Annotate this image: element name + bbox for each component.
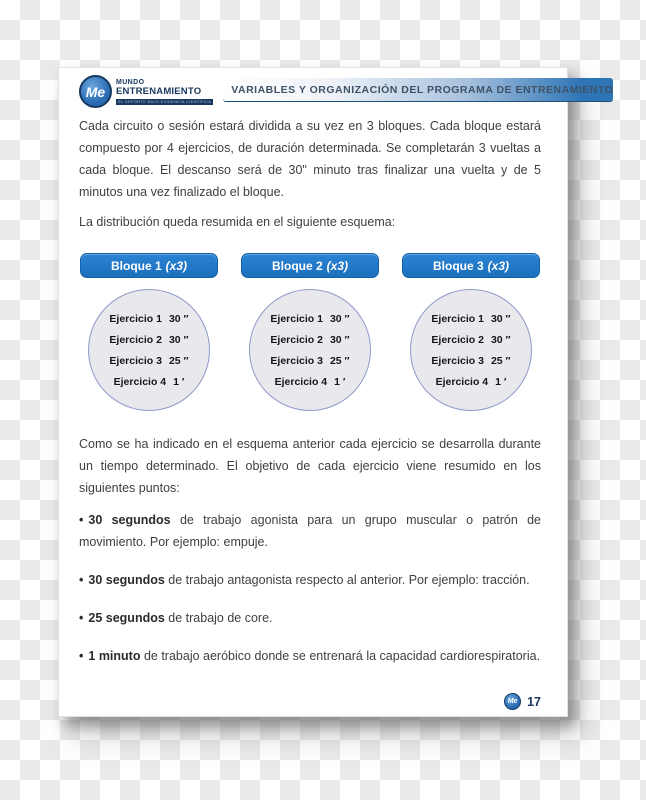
header-title: VARIABLES Y ORGANIZACIÓN DEL PROGRAMA DE ENTRENAMIENTO xyxy=(231,83,614,96)
document-header xyxy=(79,75,614,115)
logo-line1: MUNDO xyxy=(116,79,145,86)
exercise-row xyxy=(431,355,510,367)
mundo-entrenamiento-logo xyxy=(79,75,213,108)
bloque-2-column xyxy=(240,253,380,411)
exercise-name: Ejercicio 4 xyxy=(274,375,328,388)
exercise-time: 30 ″ xyxy=(168,312,189,325)
bullet-glyph: • xyxy=(79,649,84,663)
exercise-name: Ejercicio 2 xyxy=(270,333,323,346)
bullet-item xyxy=(79,509,541,553)
bloque-2-header xyxy=(241,253,379,278)
bullet-lead: 1 minuto xyxy=(88,649,141,663)
page-content xyxy=(59,68,614,716)
exercise-row xyxy=(270,355,349,367)
bullet-item xyxy=(79,607,541,629)
exercise-name: Ejercicio 4 xyxy=(113,375,167,388)
logo-line2: ENTRENAMIENTO xyxy=(116,86,202,97)
bullet-lead: 30 segundos xyxy=(88,513,171,527)
page-number: 17 xyxy=(527,694,541,709)
bullet-glyph: • xyxy=(79,513,84,527)
exercise-row xyxy=(109,334,188,346)
bloque-3-exercise-circle xyxy=(410,289,532,411)
document-footer xyxy=(504,693,541,710)
exercise-time: 25 ″ xyxy=(329,354,350,367)
bullet-rest: de trabajo antagonista respecto al anterior. Por ejemplo: tracción. xyxy=(164,573,530,587)
exercise-row xyxy=(114,376,185,388)
exercise-name: Ejercicio 2 xyxy=(431,333,484,346)
bullet-lead: 30 segundos xyxy=(88,573,165,587)
bloque-1-column xyxy=(79,253,219,411)
exercise-name: Ejercicio 1 xyxy=(109,312,162,325)
bloque-1-reps: (x3) xyxy=(165,258,187,273)
exercise-row xyxy=(431,313,510,325)
bullet-rest: de trabajo de core. xyxy=(164,611,273,625)
bullet-glyph: • xyxy=(79,611,84,625)
exercise-row xyxy=(109,355,188,367)
training-scheme-diagram xyxy=(79,253,541,411)
bullet-lead: 25 segundos xyxy=(88,611,165,625)
bloque-2-reps: (x3) xyxy=(326,258,348,273)
bullet-rest: de trabajo aeróbico donde se entrenará la capacidad cardiorespiratoria. xyxy=(140,649,541,663)
exercise-time: 30 ″ xyxy=(329,333,350,346)
exercise-name: Ejercicio 1 xyxy=(431,312,484,325)
exercise-time: 1 ′ xyxy=(334,375,346,388)
exercise-row xyxy=(275,376,346,388)
exercise-time: 1 ′ xyxy=(173,375,185,388)
exercise-name: Ejercicio 1 xyxy=(270,312,323,325)
exercise-row xyxy=(431,334,510,346)
bloque-3-reps: (x3) xyxy=(487,258,509,273)
header-title-bar xyxy=(223,78,613,102)
exercise-row xyxy=(270,334,349,346)
exercise-name: Ejercicio 3 xyxy=(431,354,484,367)
document-page xyxy=(58,67,614,717)
intro-paragraph: Cada circuito o sesión estará dividida a su vez en 3 bloques. Cada bloque estará compuesto por 4 ejercicios, de duración determinada. Se completarán 3 vueltas a cada bloque. El descanso será de 30" minuto tras finalizar una vuelta y de 5 minutos una vez finalizado el bloque. xyxy=(79,119,541,199)
exercise-name: Ejercicio 4 xyxy=(435,375,489,388)
exercise-name: Ejercicio 2 xyxy=(109,333,162,346)
bullet-glyph: • xyxy=(79,573,84,587)
bullet-item xyxy=(79,645,541,667)
exercise-time: 30 ″ xyxy=(168,333,189,346)
exercise-time: 25 ″ xyxy=(168,354,189,367)
scheme-intro-paragraph: La distribución queda resumida en el siguiente esquema: xyxy=(79,215,396,229)
exercise-name: Ejercicio 3 xyxy=(270,354,323,367)
logo-monogram-icon xyxy=(79,75,112,108)
bloque-2-exercise-circle xyxy=(249,289,371,411)
bullet-item xyxy=(79,569,541,591)
logo-tagline: EL DEPORTE BAJO EVIDENCIA CIENTÍFICA xyxy=(118,98,212,104)
footer-logo-monogram: Me xyxy=(507,698,518,705)
exercise-row xyxy=(109,313,188,325)
logo-monogram: Me xyxy=(85,83,106,100)
exercise-time: 1 ′ xyxy=(495,375,507,388)
bloque-1-header xyxy=(80,253,218,278)
exercise-time: 30 ″ xyxy=(490,333,511,346)
bloque-3-column xyxy=(401,253,541,411)
exercise-name: Ejercicio 3 xyxy=(109,354,162,367)
exercise-row xyxy=(436,376,507,388)
bloque-1-label: Bloque 1 xyxy=(110,258,162,273)
footer-logo-icon xyxy=(504,693,521,710)
exercise-time: 30 ″ xyxy=(490,312,511,325)
bloque-3-label: Bloque 3 xyxy=(432,258,484,273)
bloque-2-label: Bloque 2 xyxy=(271,258,323,273)
bullet-rest: de trabajo agonista para un grupo muscular o patrón de movimiento. Por ejemplo: empuje. xyxy=(79,513,541,549)
exercise-row xyxy=(270,313,349,325)
bloque-3-header xyxy=(402,253,540,278)
bloque-1-exercise-circle xyxy=(88,289,210,411)
exercise-time: 30 ″ xyxy=(329,312,350,325)
exercise-time: 25 ″ xyxy=(490,354,511,367)
after-scheme-paragraph: Como se ha indicado en el esquema anterior cada ejercicio se desarrolla durante un tiempo determinado. El objetivo de cada ejercicio viene resumido en los siguientes puntos: xyxy=(79,437,541,495)
logo-text xyxy=(116,79,213,105)
